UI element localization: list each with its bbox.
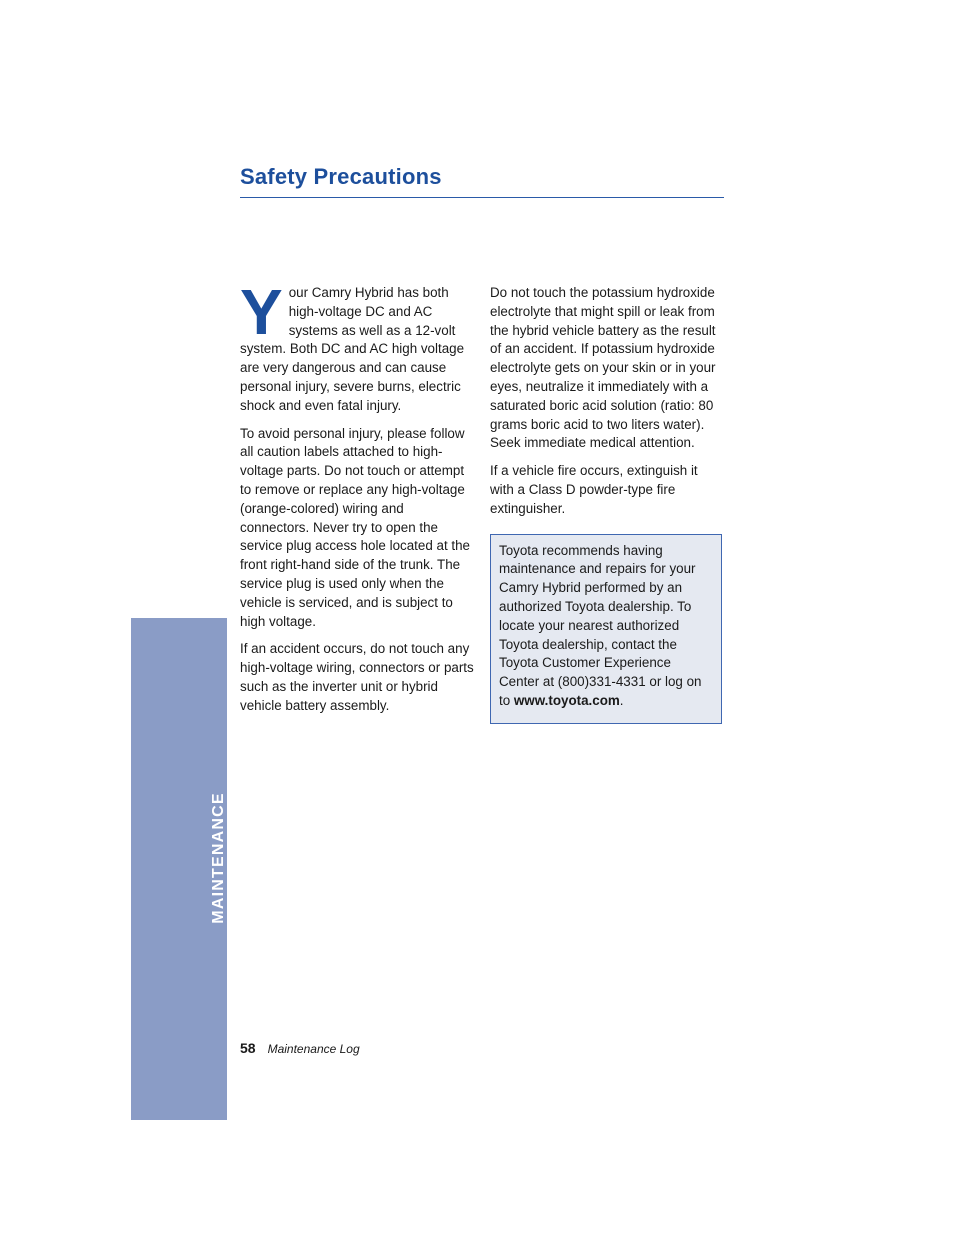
page-number: 58 [240, 1040, 256, 1056]
drop-cap: Y [240, 276, 283, 348]
info-box-text: Toyota recommends having maintenance and repairs for your Camry Hybrid performed by an authorized Toyota dealership. To locate your nearest authorized Toyota dealership, contact the Toyota Customer Experience Center at (800)331-4331 or log on to [499, 542, 702, 708]
left-column [240, 276, 474, 725]
electrolyte-paragraph: Do not touch the potassium hydroxide electrolyte that might spill or leak from the hybrid vehicle battery as the result of an accident. If potassium hydroxide electrolyte gets on your skin or in your eyes, neutralize it immediately with a saturated boric acid solution (ratio: 80 grams boric acid to two liters water). Seek immediate medical attention. [490, 285, 716, 451]
toyota-website-link[interactable]: www.toyota.com [513, 692, 620, 708]
page-title: Safety Precautions [240, 164, 442, 189]
page-footer [240, 1040, 360, 1056]
info-box-end: . [619, 692, 624, 708]
footer-section-name: Maintenance Log [267, 1042, 360, 1056]
dealership-info-box [490, 534, 722, 724]
fire-paragraph: If a vehicle fire occurs, extinguish it with a Class D powder-type fire extinguisher. [490, 463, 698, 516]
title-divider [240, 197, 724, 198]
caution-labels-paragraph: To avoid personal injury, please follow all caution labels attached to high-voltage parts. Do not touch or attempt to remove or replace any high-voltage (orange-colored) wiring and connectors. Never try to open the service plug access hole located at the front right-hand side of the trunk. The service plug is used only when the vehicle is serviced, and is subject to high voltage. [240, 425, 471, 629]
intro-paragraph [240, 276, 474, 416]
intro-paragraph-text: our Camry Hybrid has both high-voltage DC and AC systems as well as a 12-volt system. Both DC and AC high voltage are very dangerous and can cause personal injury, severe burns, electric shock and even fatal injury. [240, 285, 465, 413]
side-tab-label: MAINTENANCE [210, 792, 227, 924]
accident-paragraph: If an accident occurs, do not touch any high-voltage wiring, connectors or parts such as the inverter unit or hybrid vehicle battery assembly. [240, 641, 474, 713]
right-column [490, 284, 724, 724]
